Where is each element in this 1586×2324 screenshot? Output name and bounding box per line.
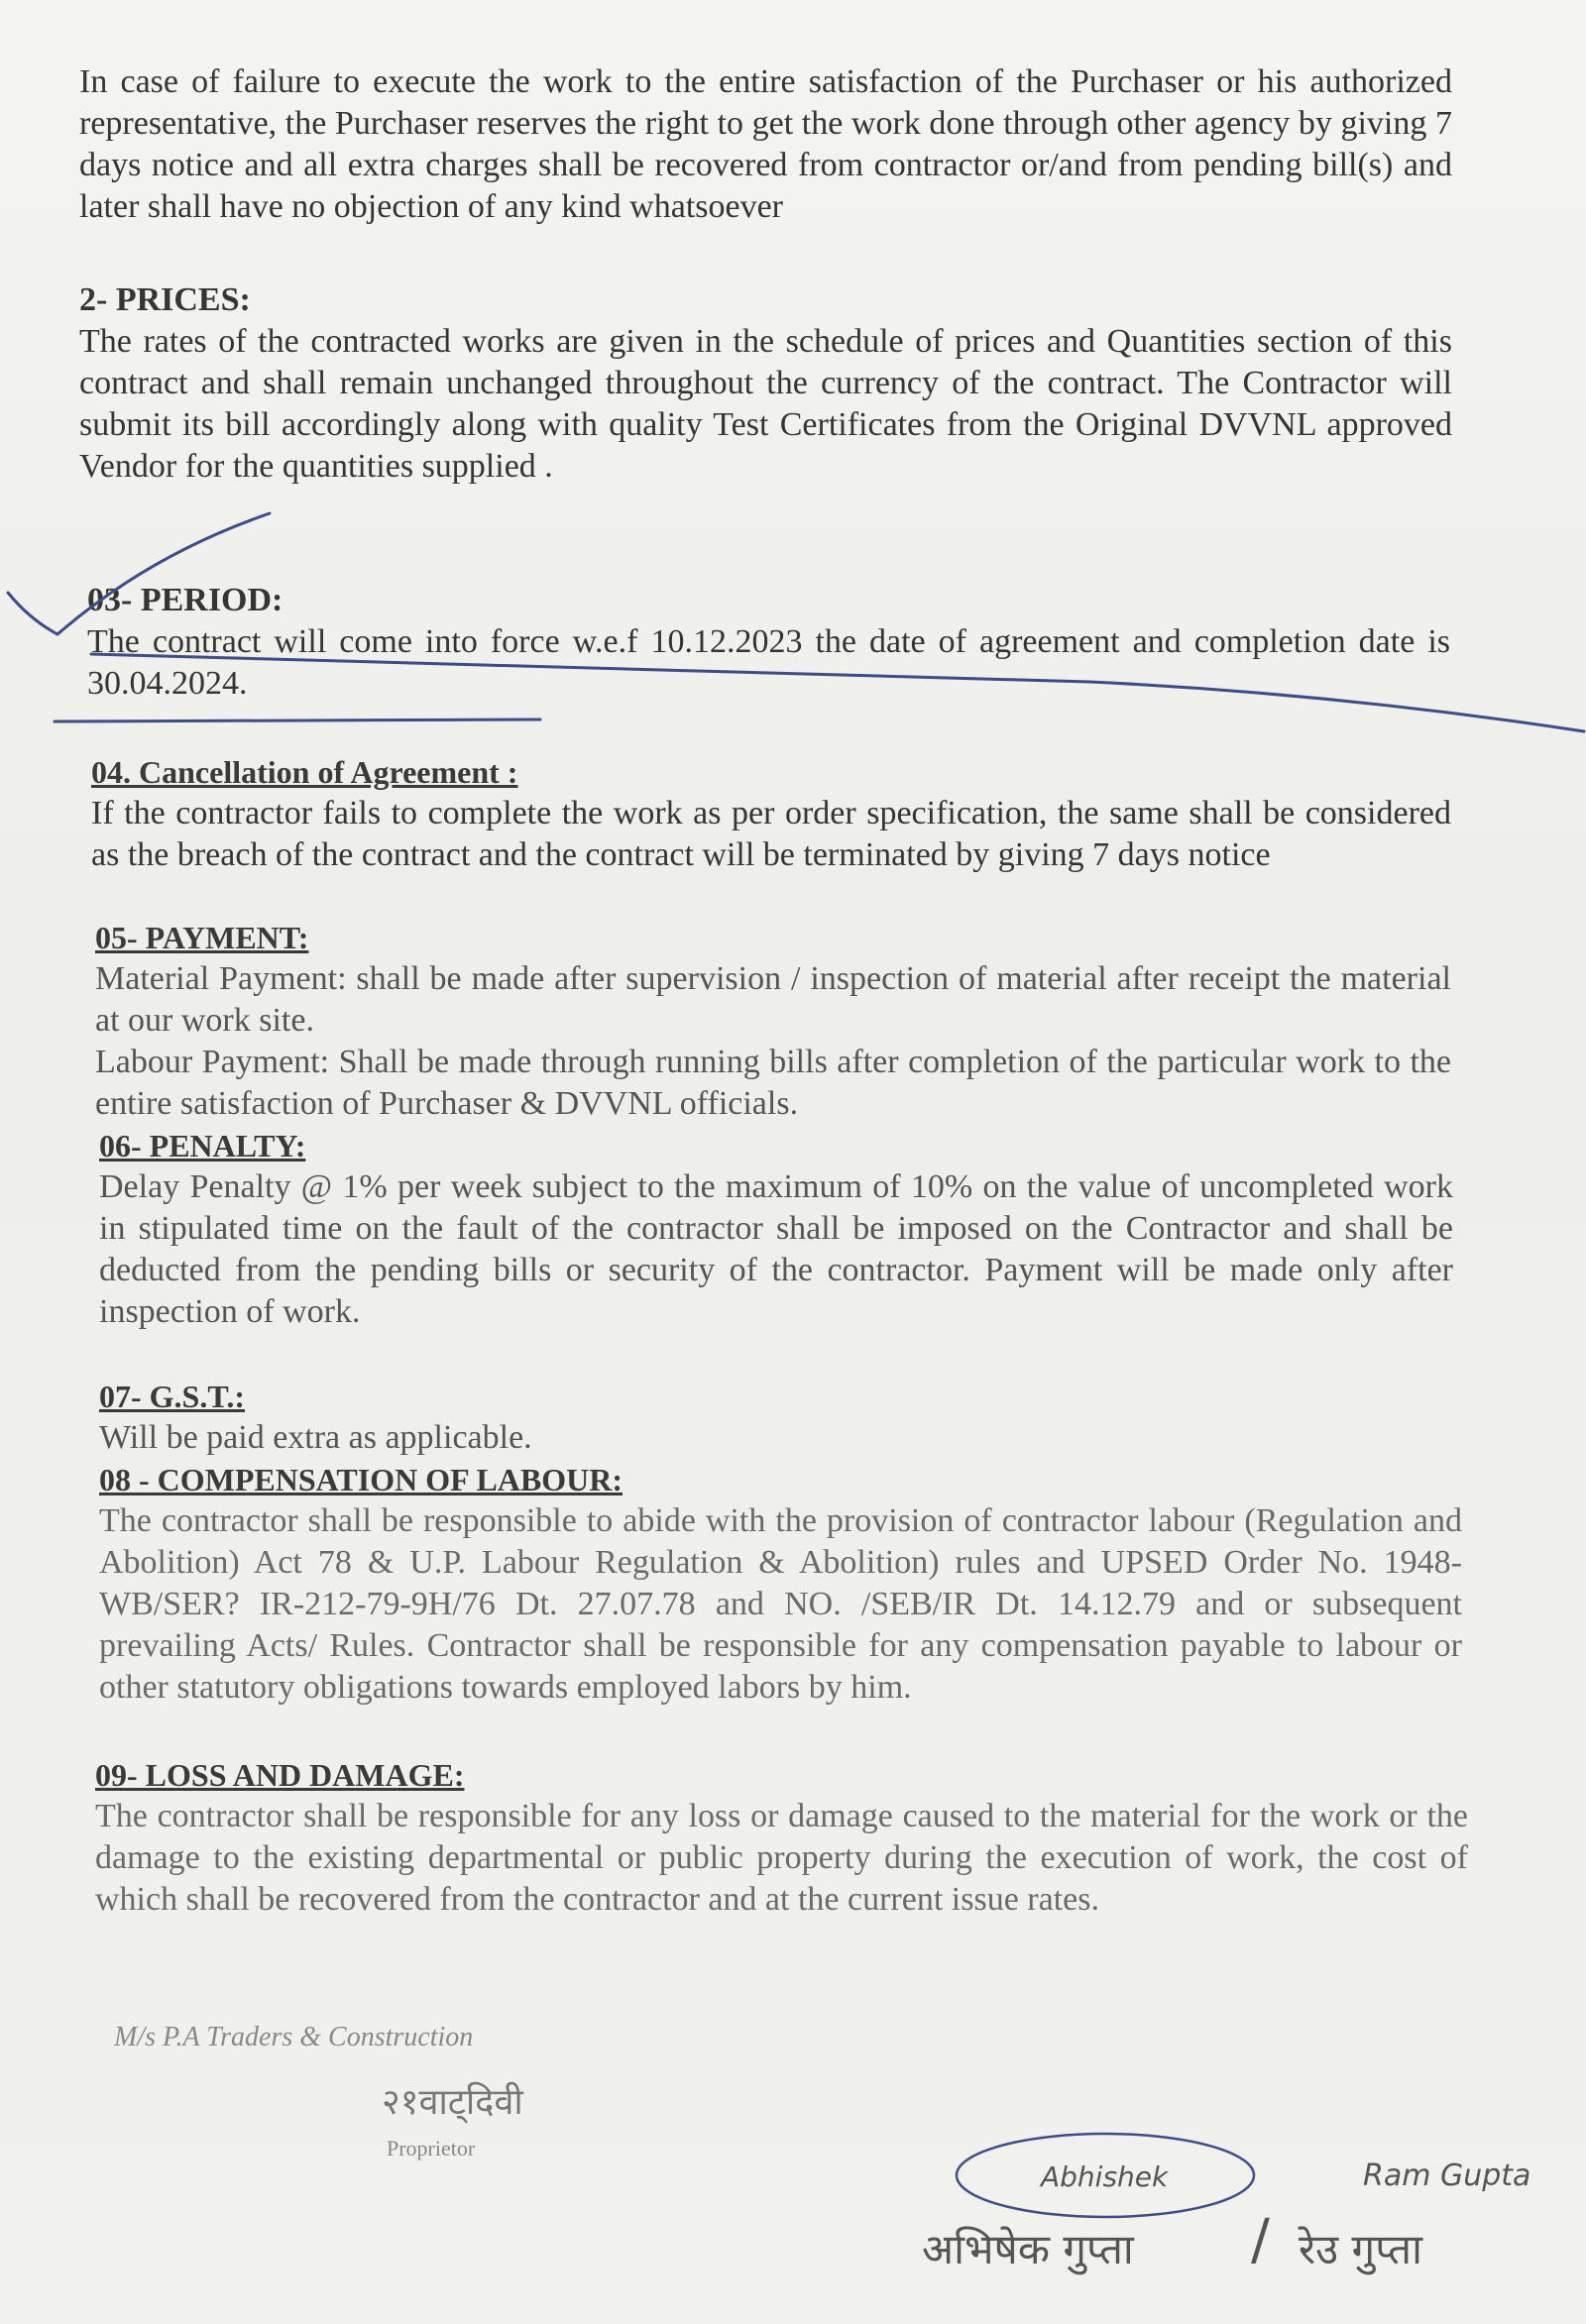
prices-text: The rates of the contracted works are given in the schedule of prices and Quantities section of this contract and shall remain unchanged throughout the currency of the contract. The Contractor will submit its bill accordingly along with quality Test Certificates from the Original DVVNL approved Vendor for the quantities supplied . [79,323,1452,485]
loss-heading: 09- LOSS AND DAMAGE: [95,1757,465,1793]
signature-left-en: Abhishek [1041,2160,1169,2193]
cancellation-text: If the contractor fails to complete the work as per order specification, the same shall be considered as the breach of the contract and the contract will be terminated by giving 7 days notice [91,795,1451,873]
payment-heading: 05- PAYMENT: [95,920,309,955]
cancellation-heading: 04. Cancellation of Agreement : [91,754,518,790]
signature-right-en: Ram Gupta [1363,2158,1531,2193]
stamp-signature: २१वाट्दिवी [382,2082,523,2123]
gst-heading: 07- G.S.T.: [99,1379,245,1414]
tick-mark-icon [8,513,270,634]
signature-circle-icon [957,2134,1254,2217]
stamp-firm-name: M/s P.A Traders & Construction [114,2022,474,2052]
payment-material: Material Payment: shall be made after supervision / inspection of material after receipt the material at our work site. [95,960,1451,1039]
loss-text: The contractor shall be responsible for any loss or damage caused to the material for the work or the damage to the existing departmental or public property during the execution of work, the cost of which shall be recovered from the contractor and at the current issue rates. [95,1798,1468,1918]
pen-underline-short [55,719,540,721]
compensation-heading: 08 - COMPENSATION OF LABOUR: [99,1462,623,1497]
compensation-text: The contractor shall be responsible to abide with the provision of contractor labour (Regulation and Abolition) Act 78 & U.P. Labour Regulation & Abolition) rules and UPSED Order No. 1948-WB/SER? IR-212-79-9H/76 Dt. 27.07.78 and NO. /SEB/IR Dt. 14.12.79 and or subsequent prevailing Acts/ Rules. Contractor shall be responsible for any compensation payable to labour or other statutory obligations towards employed labors by him. [99,1502,1462,1706]
signature-left-hi: अभिषेक गुप्ता [922,2225,1134,2273]
prices-heading: 2- PRICES: [79,281,251,318]
period-heading: 03- PERIOD: [87,582,283,618]
clause-failure-text: In case of failure to execute the work to the entire satisfaction of the Purchaser or his authorized representative, the Purchaser reserves the right to get the work done through other agency by giving 7 days notice and all extra charges shall be recovered from contractor or/and from pending bill(s) and later shall have no objection of any kind whatsoever [79,63,1452,225]
signature-separator: / [1251,2208,1270,2272]
penalty-text: Delay Penalty @ 1% per week subject to the maximum of 10% on the value of uncompleted work in stipulated time on the fault of the contractor shall be imposed on the Contractor and shall be deducted from the pending bills or security of the contractor. Payment will be made only after inspection of work. [99,1168,1453,1330]
gst-text: Will be paid extra as applicable. [99,1419,532,1456]
period-text: The contract will come into force w.e.f 10.12.2023 the date of agreement and completion date is 30.04.2024. [87,623,1450,702]
stamp-role: Proprietor [387,2136,476,2160]
penalty-heading: 06- PENALTY: [99,1128,306,1163]
signature-right-hi: रेउ गुप्ता [1299,2225,1422,2273]
payment-labour: Labour Payment: Shall be made through running bills after completion of the particular work to the entire satisfaction of Purchaser & DVVNL officials. [95,1044,1451,1122]
